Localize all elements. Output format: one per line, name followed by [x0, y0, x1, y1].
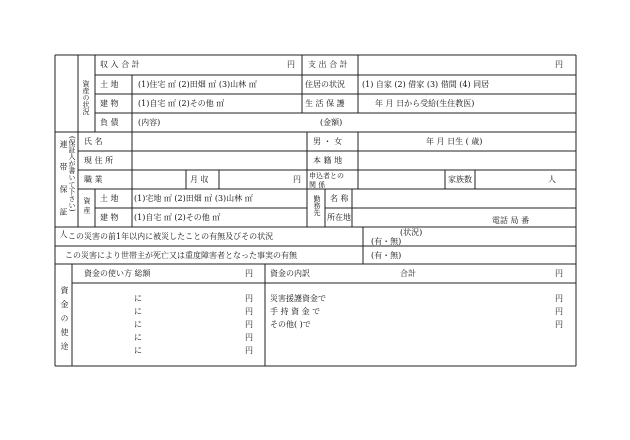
income-total-label: 収 入 合 計	[100, 60, 140, 69]
guarantor-name-label: 氏 名	[84, 137, 103, 146]
guarantor-dob: 年 月 日生 ( 歳)	[426, 137, 483, 146]
funds-total-label: 合計	[400, 269, 416, 278]
usage-row-4: に	[134, 333, 142, 342]
breakdown-row-1-yen: 円	[555, 294, 563, 303]
breakdown-row-1: 災害援護資金で	[270, 294, 326, 303]
expense-total-label: 支 出 合 計	[308, 60, 348, 69]
breakdown-row-2-yen: 円	[555, 307, 563, 316]
guarantor-work-label: 勤務先	[313, 195, 321, 216]
usage-row-5-yen: 円	[245, 346, 253, 355]
guarantor-building-label: 建 物	[100, 213, 119, 222]
guarantor-side-label: 連 帯 保 証 人	[59, 140, 68, 245]
assets-side-label: 資産の状況	[82, 80, 90, 115]
funds-breakdown-header: 資金の内訳	[270, 269, 310, 278]
usage-row-1: に	[134, 294, 142, 303]
guarantor-assets-label: 資 産	[83, 197, 91, 214]
usage-row-4-yen: 円	[245, 333, 253, 342]
guarantor-family-unit: 人	[548, 175, 556, 184]
welfare-label: 生 活 保 護	[305, 99, 345, 108]
funds-usage-header-yen: 円	[245, 269, 253, 278]
disaster-q2-choice: (有・無)	[371, 251, 402, 260]
guarantor-land-label: 土 地	[100, 194, 119, 203]
guarantor-sex: 男 ・ 女	[313, 137, 343, 146]
usage-row-3: に	[134, 320, 142, 329]
disaster-question-2: この災害により世帯主が死亡又は重度障害者となった事実の有無	[65, 251, 297, 260]
guarantor-domicile-label: 本 籍 地	[313, 156, 343, 165]
guarantor-job-label: 職 業	[84, 175, 103, 184]
usage-row-2-yen: 円	[245, 307, 253, 316]
debt-content: (内容)	[138, 118, 161, 127]
guarantor-building-items: (1)自宅 ㎡ (2)その他 ㎡	[134, 213, 221, 222]
welfare-text: 年 月 日から受給(生住教医)	[375, 99, 475, 108]
debt-amount: (金額)	[320, 118, 343, 127]
guarantor-work-name: 名 称	[330, 194, 349, 203]
income-total-yen: 円	[287, 60, 295, 69]
disaster-question-1: この災害の前1年以内に被災したことの有無及びその状況	[68, 232, 274, 241]
guarantor-family-label: 家族数	[448, 175, 472, 184]
disaster-q1-status: (状況)	[400, 228, 423, 237]
debt-label: 負 債	[100, 118, 119, 127]
funds-side-label: 資金の使途	[60, 286, 69, 356]
guarantor-side-sub: (保証人が書いて下さい)	[68, 136, 76, 212]
residence-options: (1) 自家 (2) 借家 (3) 借間 (4) 同居	[362, 80, 490, 89]
assets-building-items: (1)自宅 ㎡ (2)その他 ㎡	[138, 99, 225, 108]
breakdown-row-2: 手 持 資 金 で	[270, 307, 321, 316]
assets-land-label: 土 地	[100, 80, 119, 89]
guarantor-address-label: 現 住 所	[84, 156, 114, 165]
breakdown-row-3: その他( )で	[270, 320, 311, 329]
expense-total-yen: 円	[555, 60, 563, 69]
guarantor-relation-label: 申込者との	[309, 172, 344, 180]
usage-row-3-yen: 円	[245, 320, 253, 329]
guarantor-income-yen: 円	[293, 175, 301, 184]
disaster-q1-choice: (有・無)	[371, 237, 402, 246]
guarantor-land-items: (1)宅地 ㎡ (2)田畑 ㎡ (3)山林 ㎡	[134, 194, 253, 203]
guarantor-phone: 電話 局 番	[492, 216, 530, 225]
guarantor-relation-label-2: 関 係	[309, 181, 326, 189]
residence-label: 住居の状況	[305, 80, 345, 89]
guarantor-income-label: 月 収	[190, 175, 209, 184]
usage-row-5: に	[134, 346, 142, 355]
assets-land-items: (1)住宅 ㎡ (2)田畑 ㎡ (3)山林 ㎡	[138, 80, 257, 89]
usage-row-2: に	[134, 307, 142, 316]
funds-usage-header: 資金の使い方 総額	[84, 269, 151, 278]
breakdown-row-3-yen: 円	[555, 320, 563, 329]
funds-total-yen: 円	[555, 269, 563, 278]
guarantor-work-location: 所在地	[327, 213, 351, 222]
usage-row-1-yen: 円	[245, 294, 253, 303]
assets-building-label: 建 物	[100, 99, 119, 108]
